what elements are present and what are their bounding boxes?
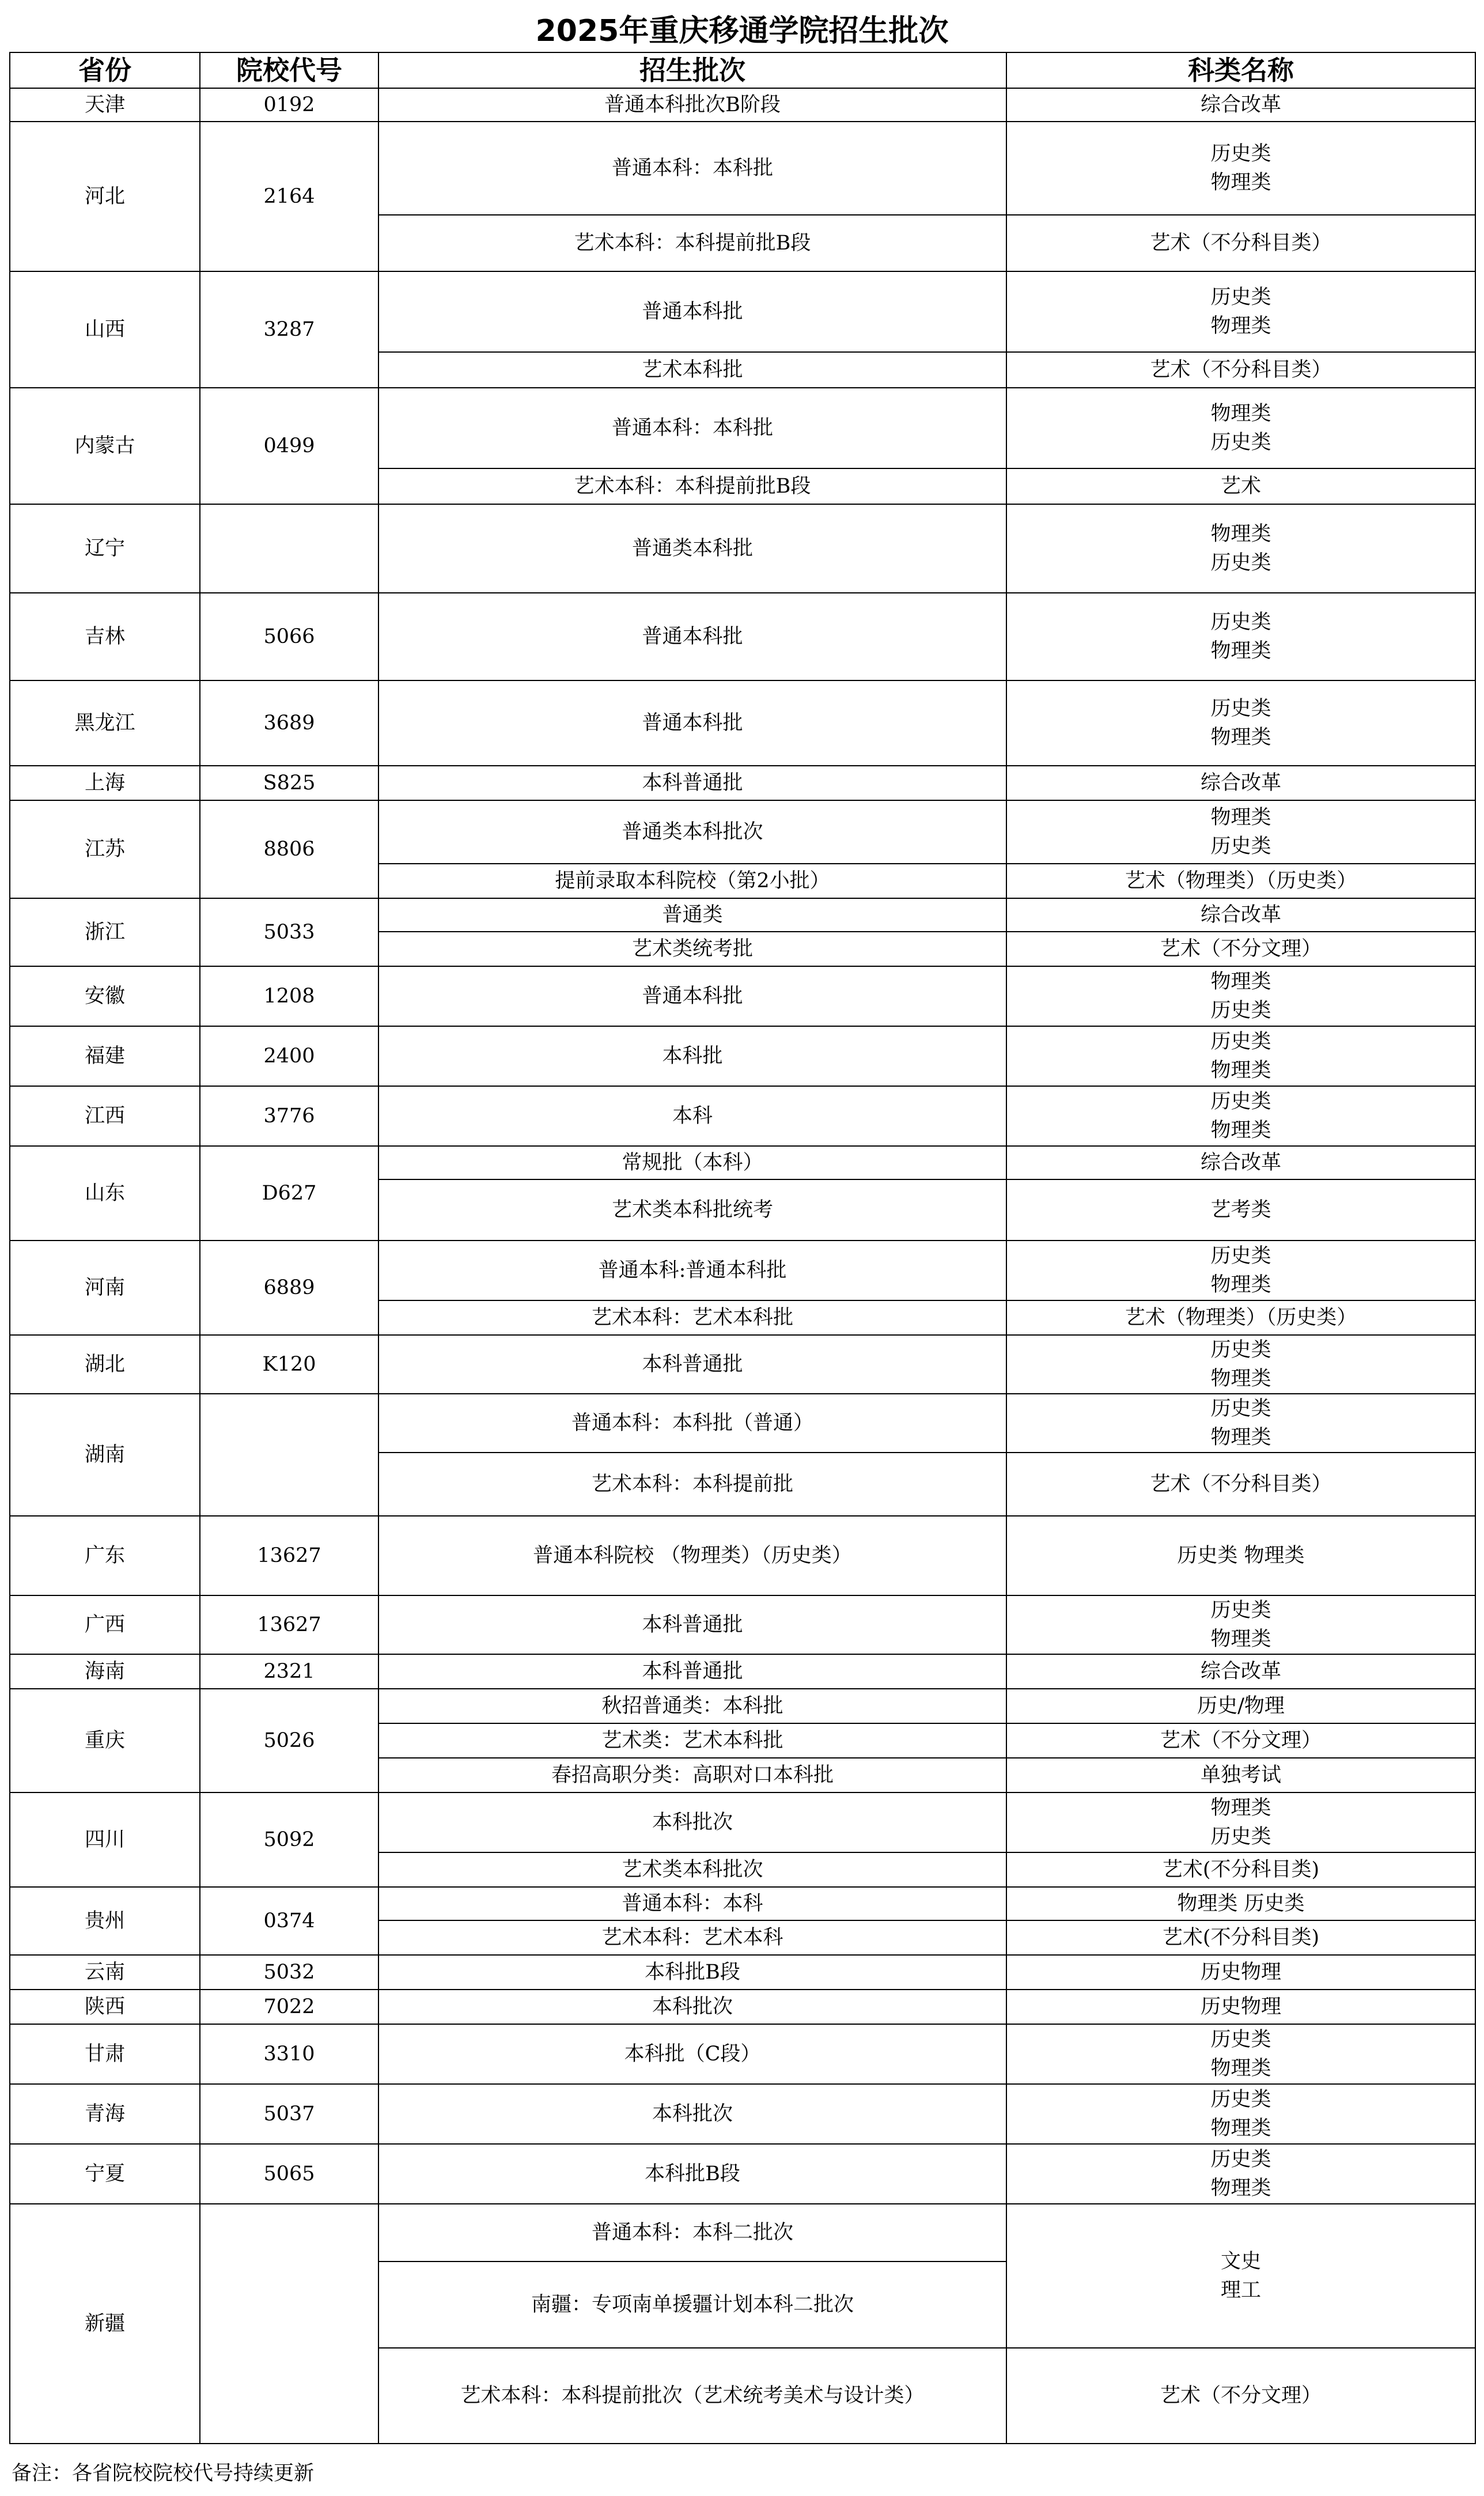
province-cell: 内蒙古 [10,388,200,504]
table-row [10,1689,1475,1723]
batch-cell: 艺术本科：本科提前批B段 [378,215,1006,271]
subject-cell: 物理类 历史类 [1006,504,1475,593]
batch-cell: 普通类 [378,898,1006,932]
header-subject: 科类名称 [1006,52,1475,88]
school-code-cell: 5066 [200,593,378,680]
batch-cell: 普通本科:普通本科批 [378,1241,1006,1300]
table-row [10,2144,1475,2204]
batch-cell: 本科批 [378,1026,1006,1086]
admission-table [9,52,1476,2444]
table-row [10,2084,1475,2144]
batch-cell: 本科批次 [378,1792,1006,1852]
school-code-cell: 8806 [200,800,378,898]
batch-cell: 本科普通批 [378,1654,1006,1689]
table-row [10,1086,1475,1146]
province-cell: 广东 [10,1516,200,1595]
subject-cell: 文史 理工 [1006,2204,1475,2348]
table-row [10,800,1475,864]
batch-cell: 普通本科：本科批（普通） [378,1394,1006,1453]
school-code-cell: S825 [200,766,378,800]
province-cell: 宁夏 [10,2144,200,2204]
table-row [10,1026,1475,1086]
batch-cell: 普通本科批 [378,680,1006,766]
province-cell: 甘肃 [10,2024,200,2084]
province-cell: 天津 [10,88,200,122]
batch-cell: 艺术类：艺术本科批 [378,1723,1006,1758]
school-code-cell: 6889 [200,1241,378,1335]
province-cell: 山东 [10,1146,200,1241]
province-cell: 陕西 [10,1990,200,2024]
province-cell: 云南 [10,1955,200,1990]
subject-cell: 历史类 物理类 [1006,680,1475,766]
subject-cell: 综合改革 [1006,766,1475,800]
subject-cell: 历史物理 [1006,1955,1475,1990]
subject-cell: 历史类 物理类 [1006,593,1475,680]
school-code-cell: 3689 [200,680,378,766]
batch-cell: 艺术类统考批 [378,932,1006,966]
batch-cell: 本科普通批 [378,1595,1006,1654]
province-cell: 江西 [10,1086,200,1146]
subject-cell: 物理类 历史类 [1006,388,1475,468]
school-code-cell: 3776 [200,1086,378,1146]
school-code-cell: 2321 [200,1654,378,1689]
province-cell: 贵州 [10,1887,200,1955]
subject-cell: 艺术（不分科目类） [1006,1453,1475,1516]
province-cell: 黑龙江 [10,680,200,766]
batch-cell: 艺术本科：本科提前批 [378,1453,1006,1516]
school-code-cell: 3287 [200,271,378,388]
batch-cell: 本科批（C段） [378,2024,1006,2084]
school-code-cell: 13627 [200,1595,378,1654]
batch-cell: 本科 [378,1086,1006,1146]
subject-cell: 艺术（不分文理） [1006,1723,1475,1758]
table-row [10,388,1475,468]
batch-cell: 艺术本科：本科提前批B段 [378,468,1006,504]
batch-cell: 普通本科批 [378,593,1006,680]
batch-cell: 普通本科批 [378,966,1006,1026]
table-row [10,2204,1475,2261]
school-code-cell: 1208 [200,966,378,1026]
subject-cell: 历史类 物理类 [1006,122,1475,215]
school-code-cell: D627 [200,1146,378,1241]
table-row [10,122,1475,215]
school-code-cell: 5065 [200,2144,378,2204]
table-row [10,1990,1475,2024]
school-code-cell [200,1394,378,1516]
batch-cell: 普通本科批 [378,271,1006,352]
school-code-cell: 0499 [200,388,378,504]
subject-cell: 历史物理 [1006,1990,1475,2024]
school-code-cell: 0192 [200,88,378,122]
subject-cell: 艺术（不分科目类） [1006,215,1475,271]
subject-cell: 历史类 物理类 [1006,1516,1475,1595]
footnote: 备注：各省院校院校代号持续更新 [12,2462,315,2485]
province-cell: 四川 [10,1792,200,1887]
province-cell: 安徽 [10,966,200,1026]
table-row [10,898,1475,932]
spreadsheet [9,10,1475,2444]
subject-cell: 艺术（不分科目类） [1006,352,1475,388]
table-row [10,271,1475,352]
province-cell: 河南 [10,1241,200,1335]
batch-cell: 艺术本科：艺术本科批 [378,1300,1006,1335]
subject-cell: 艺术（物理类）（历史类） [1006,864,1475,898]
table-row [10,766,1475,800]
school-code-cell: K120 [200,1335,378,1394]
school-code-cell: 2164 [200,122,378,271]
batch-cell: 本科批次 [378,1990,1006,2024]
subject-cell: 综合改革 [1006,1654,1475,1689]
batch-cell: 南疆：专项南单援疆计划本科二批次 [378,2261,1006,2348]
batch-cell: 秋招普通类：本科批 [378,1689,1006,1723]
table-body [10,88,1475,2444]
school-code-cell: 3310 [200,2024,378,2084]
subject-cell: 综合改革 [1006,88,1475,122]
subject-cell: 历史类 物理类 [1006,1394,1475,1453]
header-row [10,52,1475,88]
province-cell: 山西 [10,271,200,388]
batch-cell: 普通本科：本科二批次 [378,2204,1006,2261]
batch-cell: 本科批次 [378,2084,1006,2144]
batch-cell: 普通本科院校 （物理类）（历史类） [378,1516,1006,1595]
subject-cell: 物理类 历史类 [1006,966,1475,1026]
header-school-code: 院校代号 [200,52,378,88]
batch-cell: 提前录取本科院校（第2小批） [378,864,1006,898]
school-code-cell [200,2204,378,2444]
school-code-cell: 7022 [200,1990,378,2024]
table-row [10,1955,1475,1990]
subject-cell: 历史/物理 [1006,1689,1475,1723]
table-row [10,1335,1475,1394]
province-cell: 上海 [10,766,200,800]
province-cell: 江苏 [10,800,200,898]
subject-cell: 艺术(不分科目类) [1006,1852,1475,1887]
school-code-cell: 5032 [200,1955,378,1990]
school-code-cell [200,504,378,593]
subject-cell: 历史类 物理类 [1006,271,1475,352]
header-batch: 招生批次 [378,52,1006,88]
province-cell: 青海 [10,2084,200,2144]
batch-cell: 本科批B段 [378,2144,1006,2204]
table-row [10,2024,1475,2084]
province-cell: 辽宁 [10,504,200,593]
table-row [10,1394,1475,1453]
subject-cell: 综合改革 [1006,898,1475,932]
batch-cell: 艺术类本科批统考 [378,1179,1006,1241]
subject-cell: 历史类 物理类 [1006,1241,1475,1300]
batch-cell: 艺术类本科批次 [378,1852,1006,1887]
table-row [10,504,1475,593]
batch-cell: 艺术本科：艺术本科 [378,1920,1006,1955]
province-cell: 广西 [10,1595,200,1654]
batch-cell: 艺术本科：本科提前批次（艺术统考美术与设计类） [378,2348,1006,2444]
province-cell: 新疆 [10,2204,200,2444]
batch-cell: 普通本科批次B阶段 [378,88,1006,122]
province-cell: 浙江 [10,898,200,966]
batch-cell: 本科批B段 [378,1955,1006,1990]
table-row [10,966,1475,1026]
batch-cell: 艺术本科批 [378,352,1006,388]
subject-cell: 单独考试 [1006,1758,1475,1792]
subject-cell: 历史类 物理类 [1006,2084,1475,2144]
subject-cell: 艺术(不分科目类) [1006,1920,1475,1955]
subject-cell: 综合改革 [1006,1146,1475,1179]
school-code-cell: 5033 [200,898,378,966]
table-row [10,1146,1475,1179]
table-row [10,1792,1475,1852]
batch-cell: 普通类本科批 [378,504,1006,593]
table-row [10,1516,1475,1595]
province-cell: 重庆 [10,1689,200,1792]
sheet-title: 2025年重庆移通学院招生批次 [535,14,949,48]
batch-cell: 普通类本科批次 [378,800,1006,864]
batch-cell: 本科普通批 [378,1335,1006,1394]
batch-cell: 本科普通批 [378,766,1006,800]
table-row [10,593,1475,680]
subject-cell: 历史类 物理类 [1006,1335,1475,1394]
batch-cell: 普通本科：本科 [378,1887,1006,1920]
subject-cell: 物理类 历史类 [1006,1792,1475,1852]
school-code-cell: 5026 [200,1689,378,1792]
school-code-cell: 0374 [200,1887,378,1955]
table-row [10,680,1475,766]
table-row [10,1887,1475,1920]
province-cell: 河北 [10,122,200,271]
province-cell: 湖南 [10,1394,200,1516]
subject-cell: 艺术（不分文理） [1006,2348,1475,2444]
subject-cell: 艺术（物理类）（历史类） [1006,1300,1475,1335]
batch-cell: 常规批（本科） [378,1146,1006,1179]
subject-cell: 历史类 物理类 [1006,2024,1475,2084]
subject-cell: 艺术（不分文理） [1006,932,1475,966]
school-code-cell: 2400 [200,1026,378,1086]
subject-cell: 历史类 物理类 [1006,1595,1475,1654]
school-code-cell: 5092 [200,1792,378,1887]
subject-cell: 历史类 物理类 [1006,2144,1475,2204]
subject-cell: 艺考类 [1006,1179,1475,1241]
subject-cell: 物理类 历史类 [1006,800,1475,864]
subject-cell: 物理类 历史类 [1006,1887,1475,1920]
subject-cell: 历史类 物理类 [1006,1086,1475,1146]
table-row [10,1595,1475,1654]
table-row [10,88,1475,122]
school-code-cell: 5037 [200,2084,378,2144]
table-row [10,1241,1475,1300]
province-cell: 海南 [10,1654,200,1689]
province-cell: 吉林 [10,593,200,680]
subject-cell: 艺术 [1006,468,1475,504]
batch-cell: 普通本科：本科批 [378,122,1006,215]
header-province: 省份 [10,52,200,88]
school-code-cell: 13627 [200,1516,378,1595]
province-cell: 福建 [10,1026,200,1086]
table-row [10,1654,1475,1689]
batch-cell: 春招高职分类：高职对口本科批 [378,1758,1006,1792]
subject-cell: 历史类 物理类 [1006,1026,1475,1086]
province-cell: 湖北 [10,1335,200,1394]
batch-cell: 普通本科：本科批 [378,388,1006,468]
